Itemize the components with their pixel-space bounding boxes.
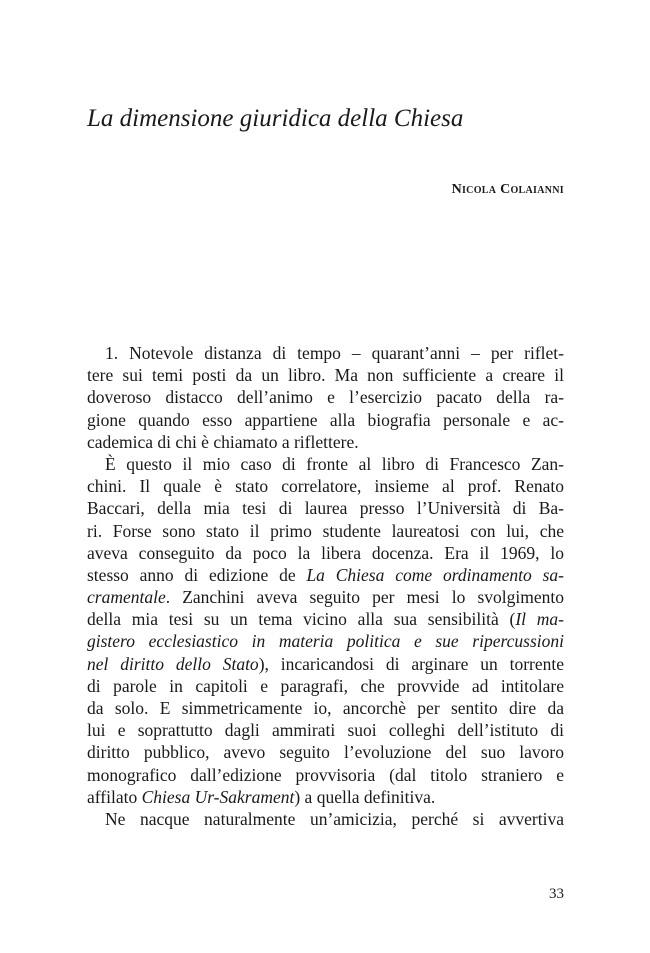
text-line: diritto pubblico, avevo seguito l’evoluzione del suo lavoro	[87, 742, 564, 763]
text-line: cademica di chi è chiamato a riflettere.	[87, 431, 359, 452]
text-line: ri. Forse sono stato il primo studente laureatosi con lui, che	[87, 520, 564, 541]
italic-segment: Chiesa Ur-Sakrament	[141, 786, 295, 807]
text-line	[87, 608, 564, 630]
text-line: gione quando esso appartiene alla biografia personale e ac-	[87, 409, 564, 430]
text-line: monografico dall’edizione provvisoria (dal titolo straniero e	[87, 764, 564, 785]
text-segment: ), incaricandosi di arginare un torrente	[258, 653, 564, 674]
italic-segment: nel diritto dello Stato	[87, 653, 259, 674]
text-line	[87, 586, 564, 608]
text-line: È questo il mio caso di fronte al libro di Francesco Zan-	[105, 453, 564, 474]
text-line: aveva conseguito da poco la libera docenza. Era il 1969, lo	[87, 542, 564, 563]
body-text	[87, 342, 564, 830]
text-segment: ) a quella definitiva.	[294, 786, 436, 807]
text-line	[87, 630, 564, 652]
text-line: Baccari, della mia tesi di laurea presso l’Università di Ba-	[87, 498, 564, 519]
text-line: lui e soprattutto dagli ammirati suoi colleghi dell’istituto di	[87, 720, 564, 741]
text-segment: affilato	[87, 786, 142, 807]
italic-segment: La Chiesa come ordinamento sa-	[306, 564, 564, 585]
text-line	[87, 653, 564, 675]
text-line: chini. Il quale è stato correlatore, insieme al prof. Renato	[87, 476, 564, 497]
chapter-title: La dimensione giuridica della Chiesa	[87, 105, 464, 132]
text-segment: . Zanchini aveva seguito per mesi lo svolgimento	[165, 587, 564, 608]
italic-segment: Il ma-	[515, 609, 564, 630]
text-line	[87, 786, 564, 808]
italic-segment: cramentale	[87, 587, 166, 608]
text-line: Ne nacque naturalmente un’amicizia, perché si avvertiva	[105, 808, 564, 829]
text-line: tere sui temi posti da un libro. Ma non sufficiente a creare il	[87, 365, 564, 386]
text-line: doveroso distacco dell’animo e l’esercizio pacato della ra-	[87, 387, 564, 408]
text-line: 1. Notevole distanza di tempo – quarant’anni – per riflet-	[105, 343, 564, 363]
page-number: 33	[549, 886, 564, 902]
text-segment: della mia tesi su un tema vicino alla sua sensibilità (	[87, 609, 516, 630]
text-line	[87, 564, 564, 586]
text-line: di parole in capitoli e paragrafi, che provvide ad intitolare	[87, 675, 564, 696]
text-segment: stesso anno di edizione de	[87, 564, 307, 585]
text-line: da solo. E simmetricamente io, ancorchè per sentito dire da	[87, 698, 564, 718]
author-name: Nicola Colaianni	[451, 182, 564, 197]
italic-segment: gistero ecclesiastico in materia politica e sue ripercussioni	[87, 631, 564, 652]
